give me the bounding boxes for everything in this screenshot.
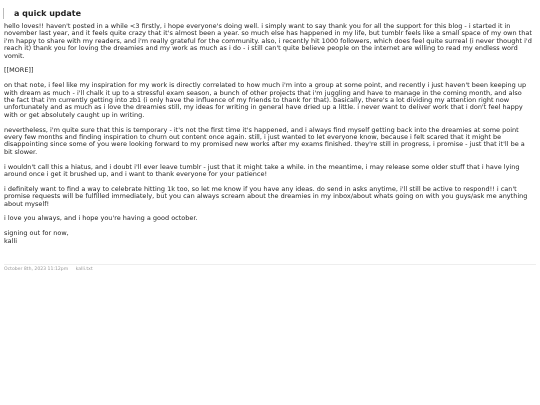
post-paragraph: i wouldn't call this a hiatus, and i doubt i'll ever leave tumblr - just that it might take a while. in the meantime, i may release some older stuff that i have lying around once i get it brushed up, and i want to thank everyone for your patience! [4, 162, 520, 179]
title-accent-bar [3, 8, 4, 19]
post-paragraph: nevertheless, i'm quite sure that this is temporary - it's not the first time it's happened, and i always find myself getting back into the dreamies at some point every few months and finding inspiration to churn out content once again. still, i just wanted to let everyone know, because i felt scared that it might be disappointing since some of you were looking forward to my promised new works after my exams finished. they're still in progress, i promise - just that it'll be a bit slower. [4, 125, 525, 156]
post-meta [4, 267, 93, 272]
post-divider [4, 264, 536, 265]
post-body [4, 23, 534, 252]
post-author[interactable]: kalli.txt [75, 267, 93, 272]
post-signoff: signing out for now, [4, 229, 69, 238]
post-paragraph: i definitely want to find a way to celebrate hitting 1k too, so let me know if you have any ideas. do send in asks anytime, i'll still be active to respond!! i can't promise requests will be fulfilled immediately, but you can always scream about the dreamies in my inbox/about whats going on with you guys/ask me anything about myself! [4, 184, 528, 208]
post-date[interactable]: October 8th, 2023 11:12pm [4, 267, 69, 272]
post-title: a quick update [14, 8, 81, 18]
post-paragraph: on that note, i feel like my inspiration for my work is directly correlated to how much i'm into a group at some point, and recently i just haven't been keeping up with dream as much - i'll chalk it up to a stressful exam season, a bunch of other projects that i'm juggling and have to manage in the coming month, and also the fact that i'm currently getting into zb1 (i only have the influence of my friends to thank for that). basically, there's a lot dividing my attention right now unfortunately and as much as i love the dreamies still, my ideas for writing in general have dried up a little. i never want to deliver work that i don't feel happy with or get absolutely caught up in writing. [4, 81, 527, 119]
read-more-link[interactable]: [[MORE]] [4, 66, 34, 75]
post-paragraph: hello loves!! haven't posted in a while <3 firstly, i hope everyone's doing well. i simply want to say thank you for all the support for this blog - i started it in november last year, and it feels quite crazy that it's almost been a year. so much else has happened in my life, but tumblr feels like a small space of my own that i'm happy to share with my readers, and i'm really grateful for the community. also, i recently hit 1000 followers, which does feel quite surreal (i never thought i'd reach it) thank you for loving the dreamies and my work as much as i do - i still can't quite believe people on the internet are willing to read my endless word vomit. [4, 22, 532, 60]
post-signature: kalli [4, 236, 18, 245]
post-paragraph: i love you always, and i hope you're having a good october. [4, 214, 198, 223]
post-header [3, 7, 81, 19]
